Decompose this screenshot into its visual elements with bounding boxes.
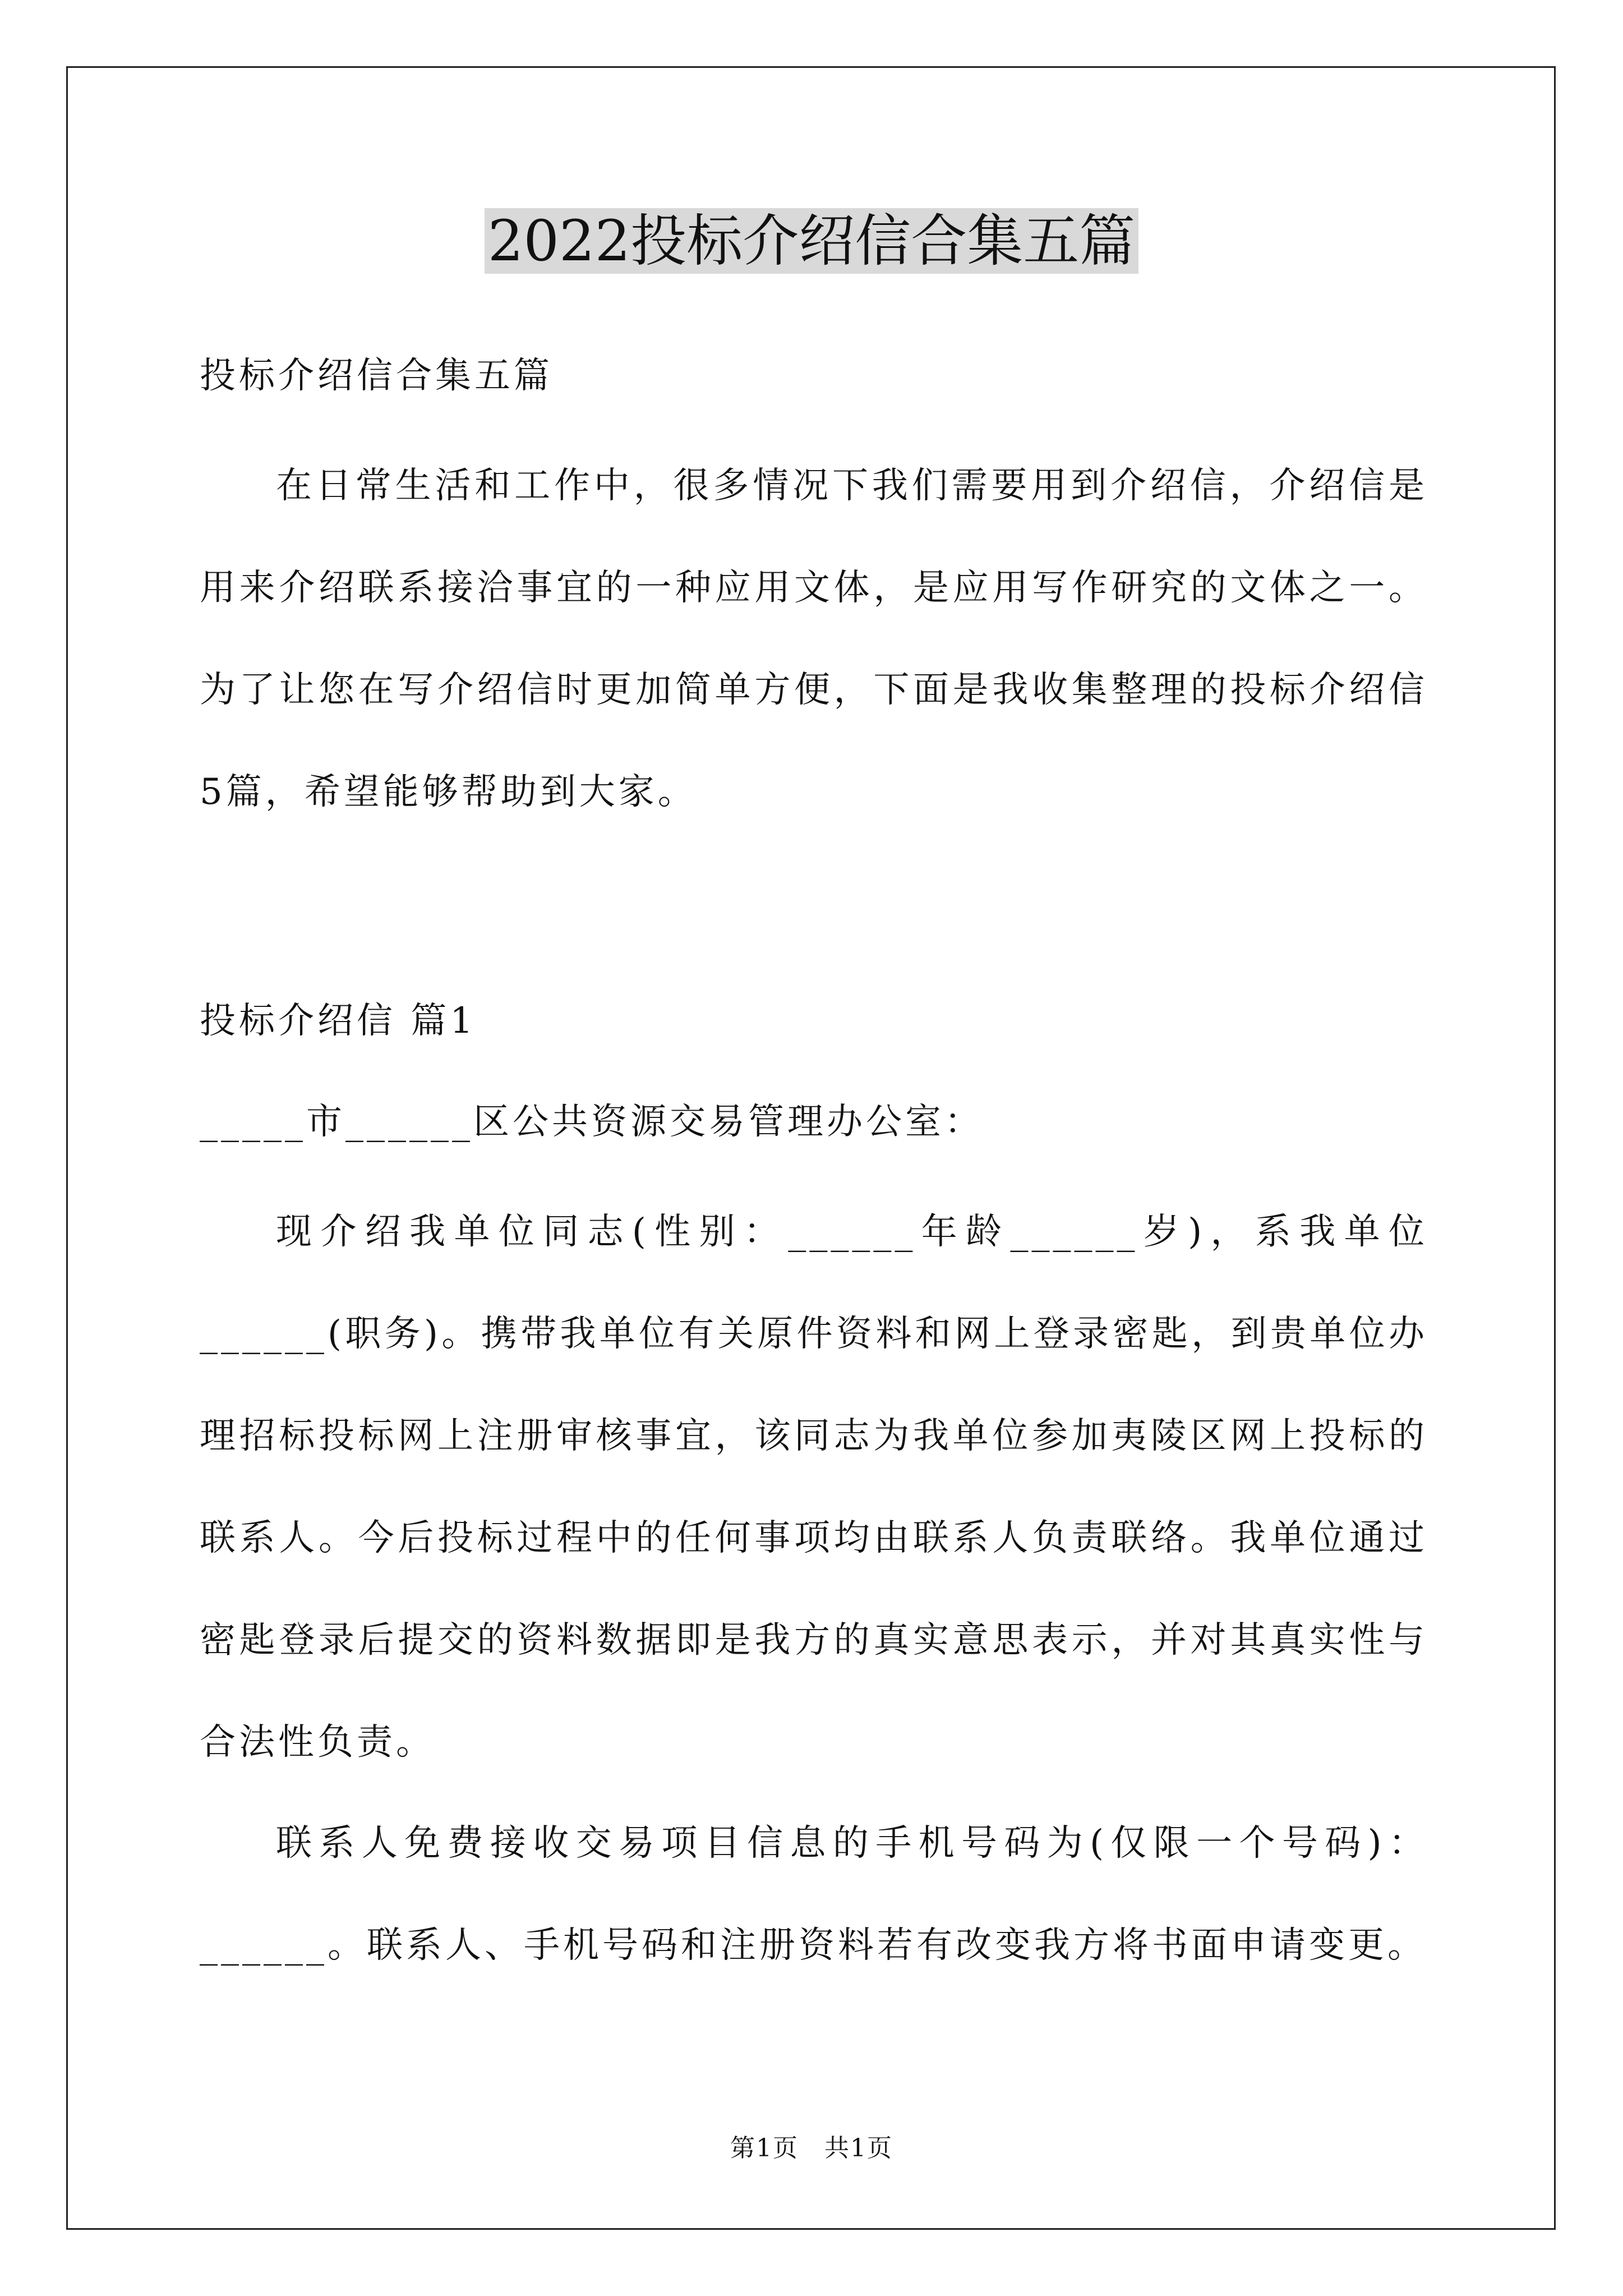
letter-body-paragraph-2: 联系人免费接收交易项目信息的手机号码为(仅限一个号码)：______。联系人、手机号码和注册资料若有改变我方将书面申请变更。 (200, 1823, 1428, 1966)
document-subtitle: 投标介绍信合集五篇 (200, 355, 553, 397)
page-number: 第1页 共1页 (730, 2134, 893, 2162)
intro-paragraph: 在日常生活和工作中，很多情况下我们需要用到介绍信，介绍信是用来介绍联系接洽事宜的一种应用文体，是应用写作研究的文体之一。为了让您在写介绍信时更加简单方便，下面是我收集整理的投标介绍信5篇，希望能够帮助到大家。 (200, 465, 1428, 813)
section-heading: 投标介绍信 篇1 (200, 1000, 477, 1042)
letter-salutation: _____市______区公共资源交易管理办公室： (200, 1101, 984, 1143)
letter-body-paragraph-1: 现介绍我单位同志(性别：______年龄______岁)，系我单位______(职务)。携带我单位有关原件资料和网上登录密匙，到贵单位办理招标投标网上注册审核事宜，该同志为我单位参加夷陵区网上投标的联系人。今后投标过程中的任何事项均由联系人负责联络。我单位通过密匙登录后提交的资料数据即是我方的真实意思表示，并对其真实性与合法性负责。 (200, 1211, 1428, 1763)
document-title-text: 2022投标介绍信合集五篇 (485, 208, 1139, 274)
document-title (0, 202, 1623, 280)
